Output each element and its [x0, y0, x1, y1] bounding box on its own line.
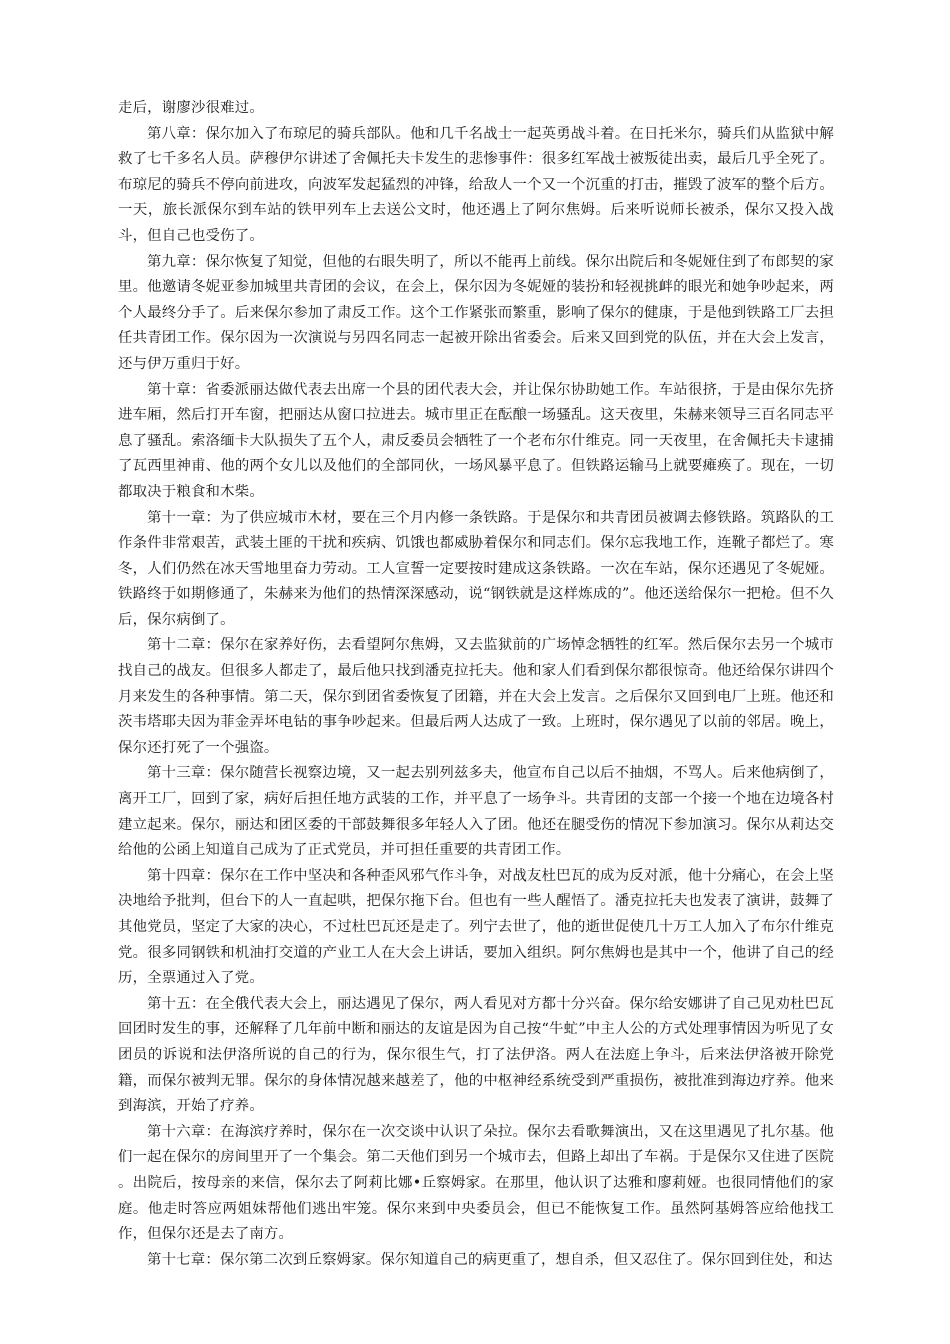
- paragraph-chapter-17: 第十七章：保尔第二次到丘察姆家。保尔知道自己的病更重了，想自杀，但又忍住了。保尔回到住处，和达: [147, 1251, 833, 1268]
- paragraph-chapter-15: 第十五：在全俄代表大会上，丽达遇见了保尔，两人看见对方都十分兴奋。保尔给安娜讲了自己见劝杜巴瓦回团时发生的事，还解释了几年前中断和丽达的友谊是因为自己按“牛虻”中主人公的方式处理事情因为听见了女团员的诉说和法伊洛所说的自己的行为，保尔很生气，打了法伊洛。两人在法庭上争斗，后来法伊洛被开除党籍，而保尔被判无罪。保尔的身体情况越来越差了，他的中枢神经系统受到严重损伤，被批准到海边疗养。他来到海滨，开始了疗养。: [118, 995, 834, 1115]
- paragraph-chapter-13: 第十三章：保尔随营长视察边境，又一起去别列兹多夫，他宣布自己以后不抽烟，不骂人。后来他病倒了，离开工厂，回到了家，病好后担任地方武装的工作，并平息了一场争斗。共青团的支部一个接一个地在边境各村建立起来。保尔，丽达和团区委的干部鼓舞很多年轻人入了团。他还在腿受伤的情况下参加演习。保尔从莉达交给他的公函上知道自己成为了正式党员，并可担任重要的共青团工作。: [118, 765, 834, 859]
- paragraph-chapter-12: 第十二章：保尔在家养好伤，去看望阿尔焦姆，又去监狱前的广场悼念牺牲的红军。然后保尔去另一个城市找自己的战友。但很多人都走了，最后他只找到潘克拉托夫。他和家人们看到保尔都很惊奇。他还给保尔讲四个月来发生的各种事情。第二天，保尔到团省委恢复了团籍，并在大会上发言。之后保尔又回到电厂上班。他还和茨韦塔耶夫因为菲金弄坏电钻的事争吵起来。但最后两人达成了一致。上班时，保尔遇见了以前的邻居。晚上，保尔还打死了一个强盗。: [118, 637, 834, 756]
- paragraph-chapter-14: 第十四章：保尔在工作中坚决和各种歪风邪气作斗争，对战友杜巴瓦的成为反对派，他十分痛心，在会上坚决地给予批判，但台下的人一直起哄，把保尔拖下台。但也有一些人醒悟了。潘克拉托夫也发表了演讲，鼓舞了其他党员，坚定了大家的决心，不过杜巴瓦还是走了。列宁去世了，他的逝世促使几十万工人加入了布尔什维克党。很多同钢铁和机油打交道的产业工人在大会上讲话，要加入组织。阿尔焦姆也是其中一个，他讲了自己的经历，全票通过入了党。: [118, 867, 834, 987]
- paragraph-chapter-8: 第八章：保尔加入了布琼尼的骑兵部队。他和几千名战士一起英勇战斗着。在日托米尔，骑兵们从监狱中解救了七千多名人员。萨穆伊尔讲述了舍佩托夫卡发生的悲惨事件：很多红军战士被叛徒出卖，最后几乎全死了。布琼尼的骑兵不停向前进攻，向波军发起猛烈的冲锋，给敌人一个又一个沉重的打击，摧毁了波军的整个后方。一天，旅长派保尔到车站的铁甲列车上去送公文时，他还遇上了阿尔焦姆。后来听说师长被杀，保尔又投入战斗，但自己也受伤了。: [118, 125, 834, 244]
- paragraph-chapter-16: 第十六章：在海滨疗养时，保尔在一次交谈中认识了朵拉。保尔去看歌舞演出，又在这里遇见了扎尔基。他们一起在保尔的房间里开了一个集会。第二天他们到另一个城市去，但路上却出了车祸。于是保尔又住进了医院 。出院后，按母亲的来信，保尔去了阿莉比娜•丘察姆家。在那里，他认识了达雅和廖莉娅。也很同情他们的家庭。他走时答应两姐妹帮他们逃出牢笼。保尔来到中央委员会，但已不能恢复工作。虽然阿基姆答应给他找工作，但保尔还是去了南方。: [118, 1123, 834, 1243]
- paragraph-chapter-10: 第十章：省委派丽达做代表去出席一个县的团代表大会，并让保尔协助她工作。车站很挤，于是由保尔先挤进车厢，然后打开车窗，把丽达从窗口拉进去。城市里正在酝酿一场骚乱。这天夜里，朱赫来领导三百名同志平息了骚乱。索洛缅卡大队损失了五个人，肃反委员会牺牲了一个老布尔什维克。同一天夜里，在舍佩托夫卡逮捕了瓦西里神甫、他的两个女儿以及他们的全部同伙，一场风暴平息了。但铁路运输马上就要瘫痪了。现在，一切都取决于粮食和木柴。: [118, 381, 834, 500]
- document-page: [118, 96, 834, 1273]
- paragraph-chapter-9: 第九章：保尔恢复了知觉，但他的右眼失明了，所以不能再上前线。保尔出院后和冬妮娅住到了布郎契的家里。他邀请冬妮亚参加城里共青团的会议，在会上，保尔因为冬妮娅的装扮和轻视挑衅的眼光和她争吵起来，两个人最终分手了。后来保尔参加了肃反工作。这个工作紧张而繁重，影响了保尔的健康，于是他到铁路工厂去担任共青团工作。保尔因为一次演说与另四名同志一起被开除出省委会。后来又回到党的队伍，并在大会上发言，还与伊万重归于好。: [118, 253, 834, 372]
- paragraph-chapter-11: 第十一章：为了供应城市木材，要在三个月内修一条铁路。于是保尔和共青团员被调去修铁路。筑路队的工作条件非常艰苦，武装土匪的干扰和疾病、饥饿也都威胁着保尔和同志们。保尔忘我地工作，连靴子都烂了。寒冬，人们仍然在冰天雪地里奋力劳动。工人宣誓一定要按时建成这条铁路。一次在车站，保尔还遇见了冬妮娅。铁路终于如期修通了，朱赫来为他们的热情深深感动，说“钢铁就是这样炼成的”。他还送给保尔一把枪。但不久后，保尔病倒了。: [118, 509, 834, 628]
- paragraph-1: 走后，谢廖沙很难过。: [118, 100, 264, 116]
